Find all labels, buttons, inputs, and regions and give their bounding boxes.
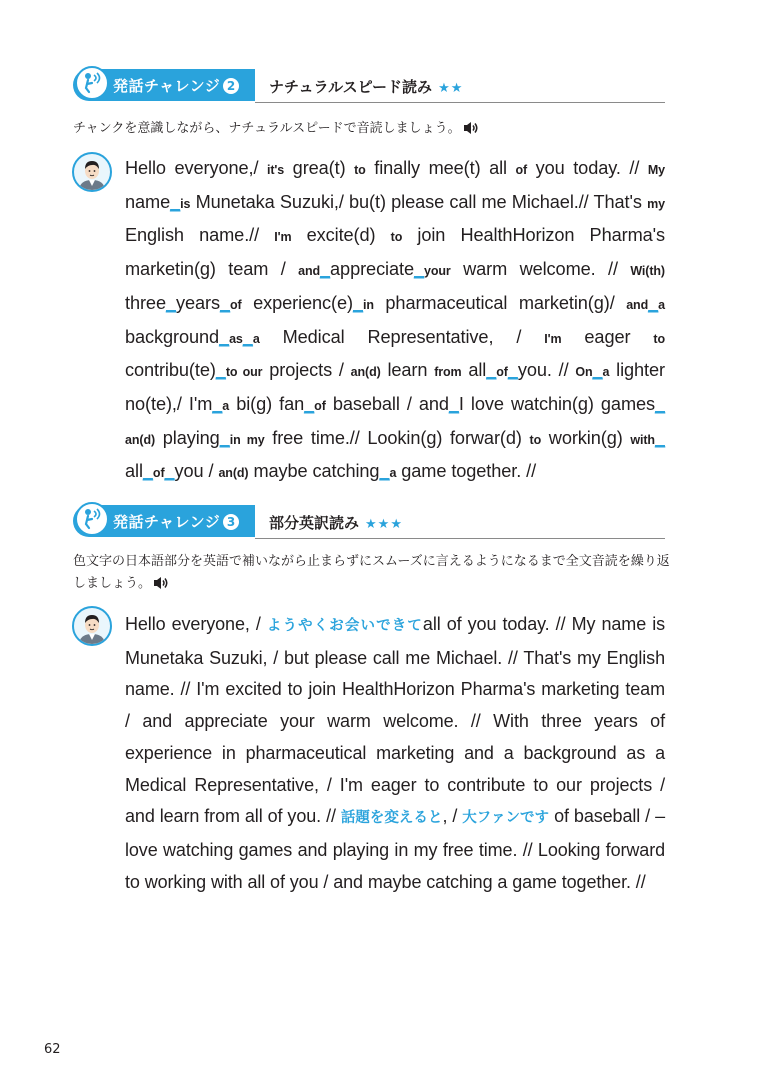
reduced-word: an(d)	[218, 466, 249, 481]
challenge-3-passage	[125, 609, 665, 898]
passage-text: , /	[442, 806, 463, 827]
passage-text: free time.// Lookin(g) forwar(d)	[264, 427, 530, 448]
reduced-word: of	[314, 398, 326, 413]
reduced-word: and	[298, 264, 321, 279]
reduced-word: to our	[225, 365, 263, 380]
passage-text: experienc(e)	[241, 292, 353, 313]
reduced-word: I'm	[274, 230, 292, 245]
challenge-3-title: 部分英訳読み ★★★	[269, 514, 403, 532]
japanese-prompt-text: 大ファンです	[462, 810, 550, 827]
linking-mark: _	[142, 461, 153, 482]
challenge-2-header	[73, 69, 665, 105]
reduced-word: I'm	[544, 331, 562, 346]
reduced-word: with	[630, 432, 655, 447]
difficulty-stars: ★★★	[365, 517, 403, 532]
reduced-word: it's	[266, 163, 285, 177]
linking-mark: _	[320, 259, 331, 280]
linking-mark: _	[219, 326, 230, 347]
linking-mark: _	[448, 393, 459, 414]
passage-text: Hello everyone,/	[125, 158, 267, 178]
linking-mark: _	[507, 360, 518, 381]
passage-text: English name.//	[125, 225, 275, 246]
challenge-2-title: ナチュラルスピード読み ★★	[269, 78, 464, 96]
reduced-word: to	[354, 163, 366, 177]
linking-mark: _	[165, 292, 176, 313]
challenge-3-header	[73, 505, 665, 541]
audio-speaker-icon[interactable]	[153, 576, 170, 598]
linking-mark: _	[655, 393, 666, 414]
passage-text: contribu(te)	[125, 360, 216, 381]
linking-mark: _	[242, 326, 253, 347]
passage-text: all	[125, 461, 143, 482]
reduced-word: your	[424, 264, 451, 279]
passage-text: finally mee(t) all	[365, 158, 516, 178]
challenge-3-number: 3	[223, 514, 239, 530]
reduced-word: and	[626, 297, 649, 312]
challenge-3-tab	[73, 505, 255, 537]
linking-mark: _	[486, 360, 497, 381]
passage-text: all	[461, 360, 487, 381]
linking-mark: _	[352, 292, 363, 313]
passage-text: baseball / and	[325, 393, 449, 414]
linking-mark: _	[304, 393, 315, 414]
reduced-word: On	[575, 365, 593, 380]
reduced-word: an(d)	[125, 432, 156, 447]
reduced-word: a	[222, 398, 230, 413]
reduced-word: of	[152, 466, 165, 481]
reduced-word: a	[389, 466, 397, 481]
reduced-word: from	[434, 365, 462, 380]
speaking-person-icon	[75, 502, 109, 536]
reduced-word: of	[496, 365, 508, 380]
linking-mark: _	[379, 461, 390, 482]
passage-text: Munetaka Suzuki,/ bu(t) please call me Michael.// That's	[190, 191, 648, 212]
challenge-2-instruction: チャンクを意識しながら、ナチュラルスピードで音読しましょう。	[73, 118, 673, 143]
passage-text: maybe catching	[248, 461, 380, 482]
page-number: 62	[44, 1042, 61, 1057]
reduced-word: of	[229, 297, 242, 312]
challenge-2-tab	[73, 69, 255, 101]
passage-text: playing	[155, 427, 220, 448]
audio-speaker-icon[interactable]	[463, 121, 480, 143]
reduced-word: to	[390, 230, 403, 245]
passage-text: Medical Representative, /	[259, 326, 545, 347]
header-rule	[255, 538, 665, 539]
passage-text: no(te),/ I'm	[125, 393, 213, 414]
passage-text: of baseball / – love watching games and playing in my free time. // Looking forward to working with all of you / and maybe catching a game together. //	[125, 806, 665, 892]
passage-text: grea(t)	[284, 158, 355, 178]
linking-mark: _	[219, 292, 230, 313]
reduced-word: an(d)	[350, 365, 381, 380]
reduced-word: Wi(th)	[630, 264, 665, 279]
reduced-word: to	[653, 331, 665, 346]
challenge-2-passage	[125, 153, 665, 490]
challenge-2-number: 2	[223, 78, 239, 94]
challenge-2-label: 発話チャレンジ 2	[113, 75, 239, 96]
difficulty-stars: ★★	[438, 81, 464, 96]
passage-text: excite(d)	[291, 225, 391, 246]
passage-text: three	[125, 292, 166, 313]
reduced-word: in my	[229, 432, 265, 447]
passage-text: you today. //	[527, 158, 648, 178]
passage-text: you. //	[517, 360, 576, 381]
reduced-word: as	[229, 331, 243, 346]
linking-mark: _	[592, 360, 603, 381]
reduced-word: of	[515, 163, 528, 177]
passage-text: name	[125, 191, 171, 212]
passage-text: projects /	[262, 360, 351, 381]
linking-mark: _	[215, 360, 226, 381]
linking-mark: _	[164, 461, 175, 482]
challenge-3-instruction: 色文字の日本語部分を英語で補いながら止まらずにスムーズに言えるようになるまで全文音読を繰り返しましょう。	[73, 551, 673, 598]
linking-mark: _	[219, 427, 230, 448]
japanese-prompt-text: ようやくお会いできて	[266, 618, 423, 634]
speaking-person-icon	[75, 66, 109, 100]
reduced-word: My	[647, 163, 665, 177]
passage-text: appreciate	[330, 259, 414, 280]
passage-text: years	[175, 292, 220, 313]
passage-text: I love watchin(g) games	[458, 393, 656, 414]
passage-text: lighter	[609, 360, 665, 381]
linking-mark: _	[170, 191, 181, 212]
passage-text: bi(g) fan	[229, 393, 305, 414]
reduced-word: in	[363, 297, 374, 312]
avatar	[72, 606, 112, 646]
passage-text: warm welcome. //	[450, 259, 631, 280]
linking-mark: _	[654, 427, 665, 448]
challenge-3-label: 発話チャレンジ 3	[113, 511, 239, 532]
avatar	[72, 152, 112, 192]
linking-mark: _	[413, 259, 424, 280]
reduced-word: to	[529, 432, 542, 447]
reduced-word: a	[658, 297, 665, 312]
passage-text: pharmaceutical marketin(g)/	[373, 292, 627, 313]
passage-text: you /	[174, 461, 219, 482]
header-rule	[255, 102, 665, 103]
linking-mark: _	[212, 393, 223, 414]
passage-text: workin(g)	[541, 427, 631, 448]
passage-text: background	[125, 326, 220, 347]
passage-text: join HealthHorizon Pharma's marketin(g) team /	[125, 225, 666, 280]
reduced-word: a	[252, 331, 260, 346]
passage-text: Hello everyone, /	[125, 614, 267, 634]
linking-mark: _	[648, 292, 659, 313]
reduced-word: my	[647, 196, 665, 211]
passage-text: eager	[561, 326, 654, 347]
passage-text: all of you today. // My name is Munetaka Suzuki, / but please call me Michael. // That's my English name. // I'm excited to join HealthHorizon Pharma's marketing team / and appreciate your warm welcome. // With three years of experience in pharmaceutical marketing and a background as a Medical Representative, / I'm eager to contribute to our projects / and learn from all of you. //	[125, 614, 666, 827]
passage-text: game together. //	[396, 461, 537, 482]
japanese-prompt-text: 話題を変えると	[340, 810, 443, 827]
reduced-word: is	[180, 196, 191, 211]
reduced-word: a	[602, 365, 610, 380]
passage-text: learn	[380, 360, 435, 381]
